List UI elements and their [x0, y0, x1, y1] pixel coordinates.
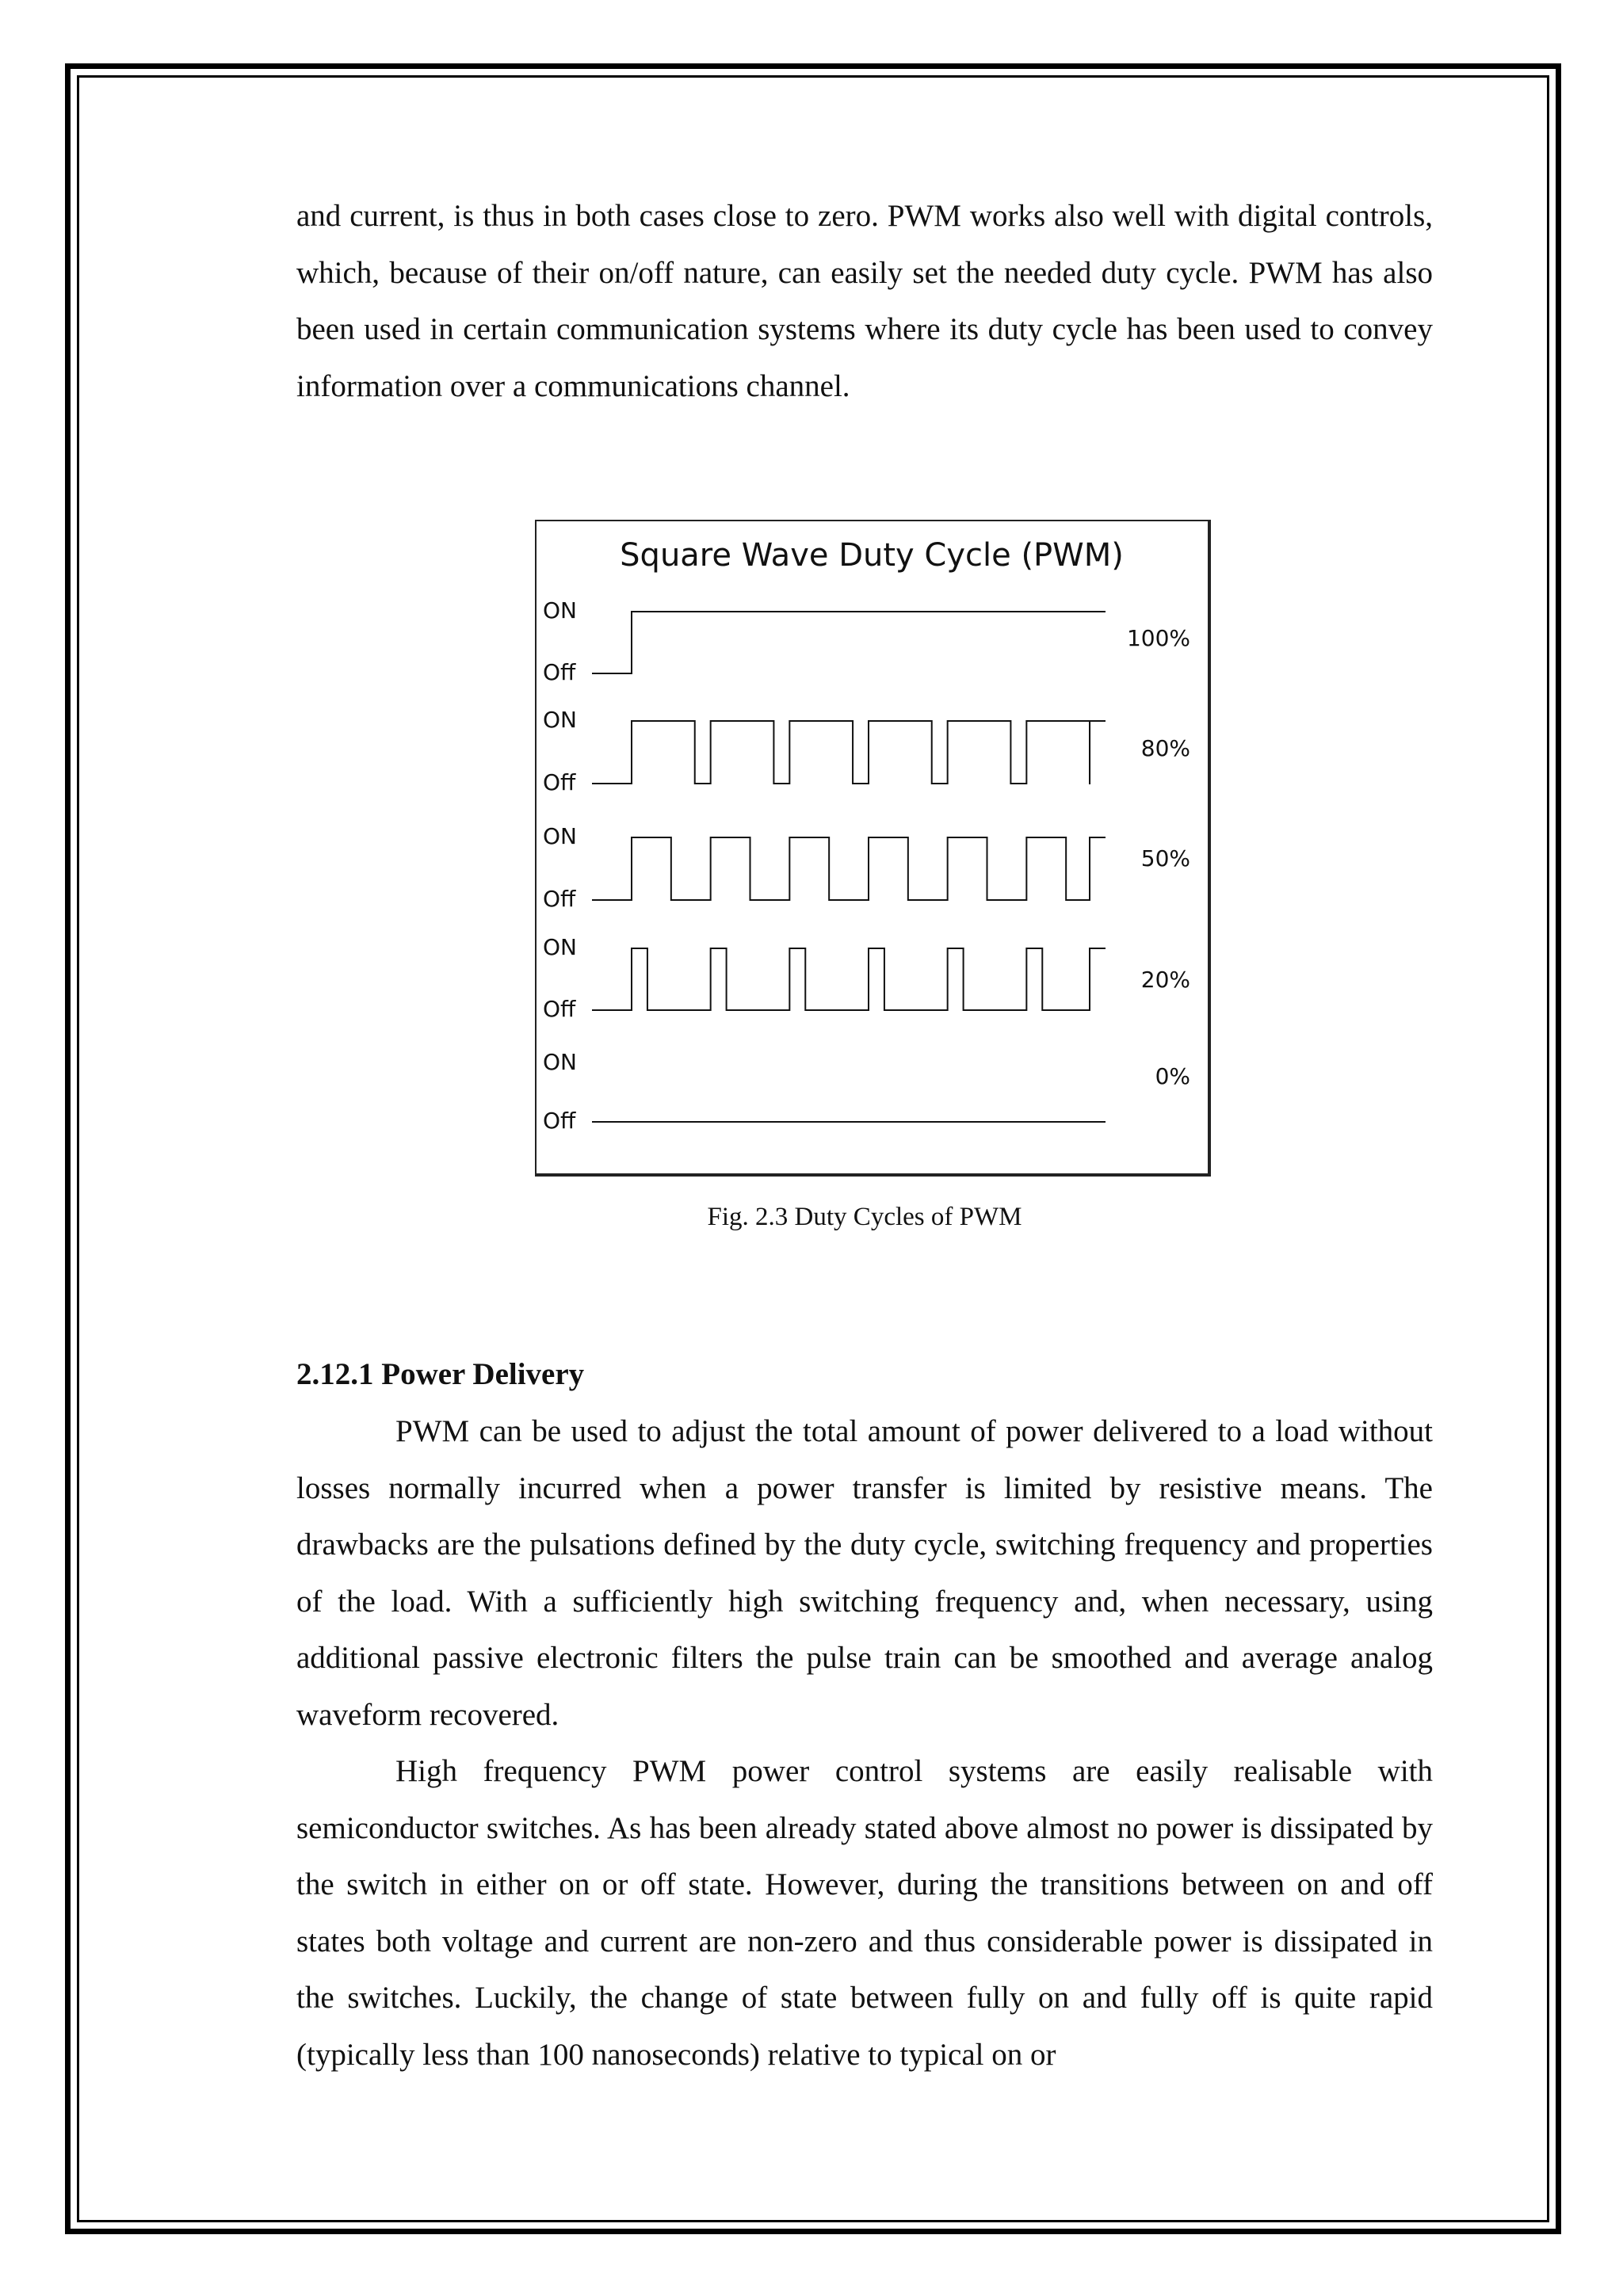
pwm-chart [537, 521, 1208, 1173]
waveform-100pct [592, 612, 1106, 673]
level-label-off: Off [543, 886, 576, 912]
level-label-on: ON [543, 597, 577, 624]
level-label-off: Off [543, 996, 576, 1022]
duty-label: 100% [1126, 625, 1190, 651]
duty-label: 50% [1140, 845, 1190, 871]
figure-caption: Fig. 2.3 Duty Cycles of PWM [707, 1203, 1022, 1231]
waveform-20pct [592, 948, 1106, 1010]
level-label-on: ON [543, 823, 577, 849]
duty-label: 0% [1155, 1063, 1190, 1089]
level-label-off: Off [543, 769, 576, 795]
chart-rows [543, 597, 1190, 1134]
section-heading: 2.12.1 Power Delivery [296, 1357, 585, 1391]
paragraph-power-delivery-1: PWM can be used to adjust the total amount of power delivered to a load without losses normally incurred when a power transfer is limited by resistive means. The drawbacks are the pulsations defined by the duty cycle, switching frequency and properties of the load. With a sufficiently high switching frequency and, when necessary, using additional passive electronic filters the pulse train can be smoothed and average analog waveform recovered. [296, 1414, 1433, 1732]
duty-label: 20% [1140, 967, 1190, 993]
level-label-off: Off [543, 659, 576, 685]
waveform-80pct [592, 721, 1106, 784]
pwm-figure [535, 520, 1211, 1177]
paragraph-power-delivery-2: High frequency PWM power control systems are easily realisable with semiconductor switches. As has been already stated above almost no power is dissipated by the switch in either on or off state. However, during the transitions between on and off states both voltage and current are non-zero and thus considerable power is dissipated in the switches. Luckily, the change of state between fully on and fully off is quite rapid (typically less than 100 nanoseconds) relative to typical on or [296, 1754, 1433, 2072]
duty-label: 80% [1140, 735, 1190, 761]
level-label-off: Off [543, 1108, 576, 1134]
level-label-on: ON [543, 707, 577, 733]
chart-title: Square Wave Duty Cycle (PWM) [620, 537, 1124, 574]
intro-paragraph: and current, is thus in both cases close to zero. PWM works also well with digital controls, which, because of their on/off nature, can easily set the needed duty cycle. PWM has also been used in certain communication systems where its duty cycle has been used to convey information over a communications channel. [296, 199, 1433, 403]
level-label-on: ON [543, 1049, 577, 1075]
level-label-on: ON [543, 934, 577, 960]
waveform-50pct [592, 837, 1106, 900]
